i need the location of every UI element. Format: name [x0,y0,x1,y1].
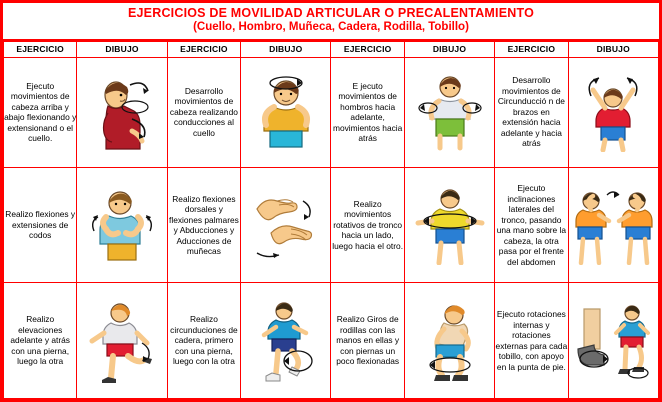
exercise-text-r3c1: Realizo elevaciones adelante y atrás con una pierna, luego la otra [4,283,77,399]
exercise-text-r3c4: Ejecuto rotaciones internas y rotaciones externas para cada tobillo, con apoyo en la punta de pie. [495,283,568,399]
header-exercise-1: EJERCICIO [4,41,77,57]
exercise-text-r2c4: Ejecuto inclinaciones laterales del tronco, pasando una mano sobre la cabeza, la otra pasa por el frente del abdomen [495,167,568,283]
drawing-cell-r2c1 [77,167,167,283]
exercise-table [3,41,659,399]
lateral-bend-figure [569,185,658,265]
hip-circumduction-figure [241,299,330,383]
exercise-text-r1c2: Desarrollo movimientos de cabeza realizando conducciones al cuello [167,57,240,167]
table-header-row [4,41,659,57]
neck-up-down-figure [77,73,166,151]
drawing-cell-r1c4 [568,57,658,167]
drawing-cell-r1c1 [77,57,167,167]
header-exercise-4: EJERCICIO [495,41,568,57]
title-line-2: (Cuello, Hombro, Muñeca, Cadera, Rodilla, Tobillo) [193,21,469,34]
drawing-cell-r3c2 [241,283,331,399]
page-title [3,3,659,41]
header-drawing-3: DIBUJO [404,41,494,57]
table-row [4,167,659,283]
header-exercise-2: EJERCICIO [167,41,240,57]
exercise-text-r1c4: Desarrollo movimientos de Circunducció n de brazos en extensión hacia adelante y hacia atrás [495,57,568,167]
elbow-flexion-figure [77,187,166,263]
drawing-cell-r2c3 [404,167,494,283]
wrist-hands-figure [241,187,330,263]
neck-rotation-figure [241,73,330,151]
drawing-cell-r3c1 [77,283,167,399]
drawing-cell-r1c3 [404,57,494,167]
table-row [4,283,659,399]
drawing-cell-r2c4 [568,167,658,283]
header-drawing-1: DIBUJO [77,41,167,57]
exercise-text-r1c3: E jecuto movimientos de hombros hacia adelante, movimientos hacia atrás [331,57,404,167]
shoulder-circles-figure [405,72,494,152]
drawing-cell-r3c4 [568,283,658,399]
exercise-text-r2c1: Realizo flexiones y extensiones de codos [4,167,77,283]
exercise-text-r2c3: Realizo movimientos rotativos de tronco hacia un lado, luego hacia el otro. [331,167,404,283]
exercise-text-r3c2: Realizo circunduciones de cadera, primero con una pierna, luego con la otra [167,283,240,399]
exercise-text-r3c3: Realizo Giros de rodillas con las manos en ellas y con piernas un poco flexionadas [331,283,404,399]
exercise-text-r2c2: Realizo flexiones dorsales y flexiones palmares y Abducciones y Aducciones de muñecas [167,167,240,283]
title-line-1: EJERCICIOS DE MOVILIDAD ARTICULAR O PRECALENTAMIENTO [127,6,535,20]
drawing-cell-r1c2 [241,57,331,167]
header-drawing-4: DIBUJO [568,41,658,57]
drawing-cell-r3c3 [404,283,494,399]
header-drawing-2: DIBUJO [241,41,331,57]
ankle-rotation-figure [569,299,658,383]
header-exercise-3: EJERCICIO [331,41,404,57]
arm-circumduction-figure [569,72,658,152]
table-row [4,57,659,167]
drawing-cell-r2c2 [241,167,331,283]
trunk-rotation-figure [405,185,494,265]
leg-raise-figure [77,299,166,383]
knee-rotation-figure [405,299,494,383]
exercise-text-r1c1: Ejecuto movimientos de cabeza arriba y abajo flexionando y extensionand o el cuello. [4,57,77,167]
